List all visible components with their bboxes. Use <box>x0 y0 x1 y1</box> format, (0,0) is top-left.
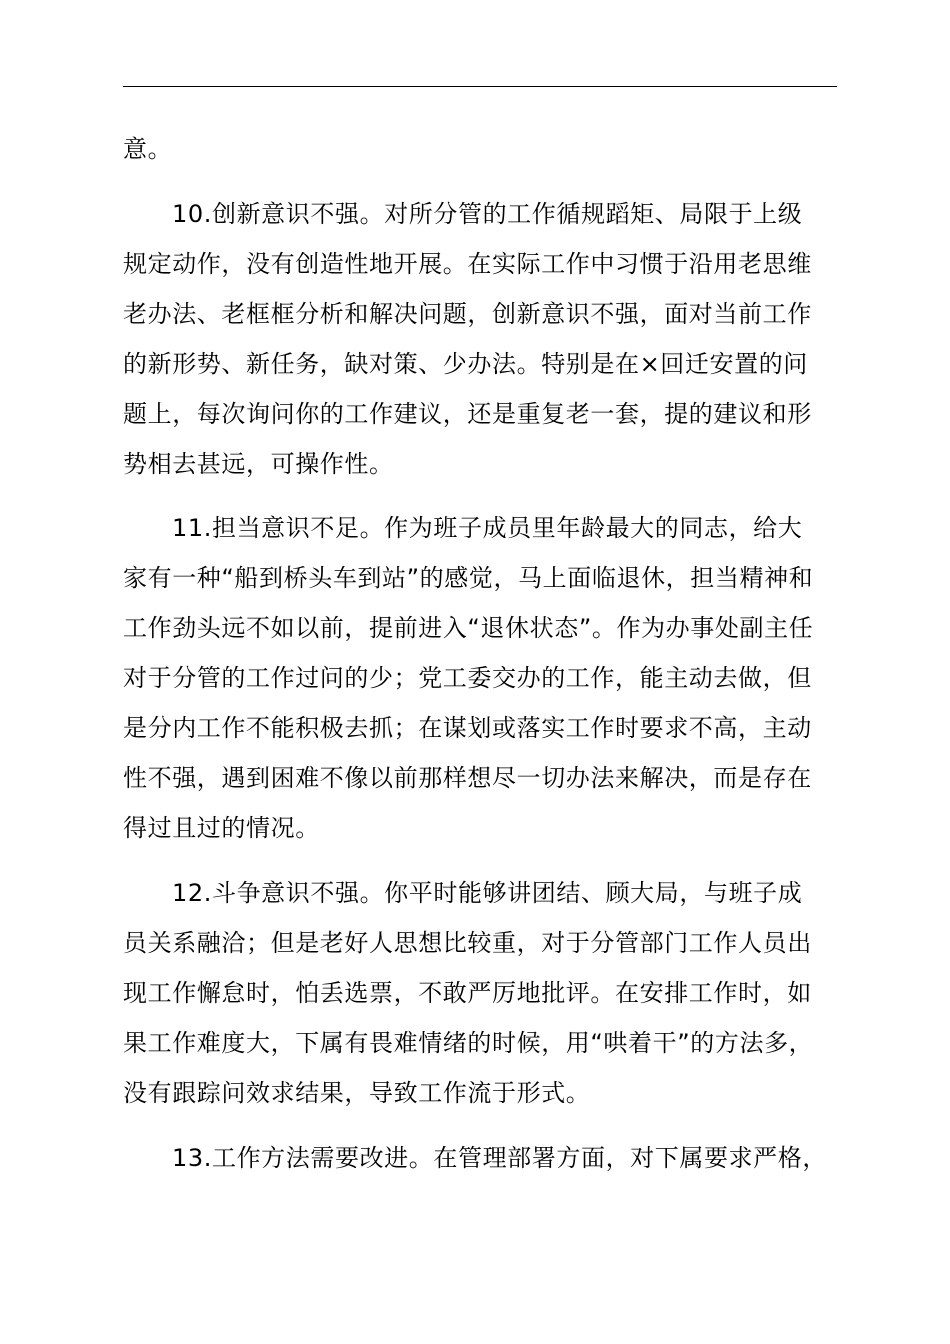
text-line: 老办法、老框框分析和解决问题，创新意识不强，面对当前工作 <box>123 300 812 328</box>
header-rule <box>123 86 837 87</box>
text-line: 对于分管的工作过问的少；党工委交办的工作，能主动去做，但 <box>123 664 812 692</box>
text-line: 意。 <box>123 135 173 163</box>
text-line: 没有跟踪问效求结果，导致工作流于形式。 <box>123 1079 591 1107</box>
text-line: 势相去甚远，可操作性。 <box>123 450 394 478</box>
text-line: 的新形势、新任务，缺对策、少办法。特别是在×回迁安置的问 <box>123 350 808 378</box>
text-line: 现工作懈怠时，怕丢选票，不敢严厉地批评。在安排工作时，如 <box>123 979 812 1007</box>
text-line: 是分内工作不能积极去抓；在谋划或落实工作时要求不高，主动 <box>123 714 812 742</box>
text-line: 得过且过的情况。 <box>123 814 320 842</box>
text-line: 工作劲头远不如以前，提前进入“退休状态”。作为办事处副主任 <box>123 614 814 642</box>
text-line: 性不强，遇到困难不像以前那样想尽一切办法来解决，而是存在 <box>123 764 812 792</box>
text-line: 规定动作，没有创造性地开展。在实际工作中习惯于沿用老思维 <box>123 250 812 278</box>
paragraph-13-heading-line: 13.工作方法需要改进。在管理部署方面，对下属要求严格， <box>172 1144 827 1172</box>
paragraph-12-heading-line: 12.斗争意识不强。你平时能够讲团结、顾大局，与班子成 <box>172 879 803 907</box>
text-line: 员关系融洽；但是老好人思想比较重，对于分管部门工作人员出 <box>123 929 812 957</box>
text-line: 题上，每次询问你的工作建议，还是重复老一套，提的建议和形 <box>123 400 812 428</box>
text-line: 家有一种“船到桥头车到站”的感觉，马上面临退休，担当精神和 <box>123 564 814 592</box>
text-line: 果工作难度大，下属有畏难情绪的时候，用“哄着干”的方法多， <box>123 1029 814 1057</box>
paragraph-11-heading-line: 11.担当意识不足。作为班子成员里年龄最大的同志，给大 <box>172 514 803 542</box>
paragraph-10-heading-line: 10.创新意识不强。对所分管的工作循规蹈矩、局限于上级 <box>172 200 803 228</box>
